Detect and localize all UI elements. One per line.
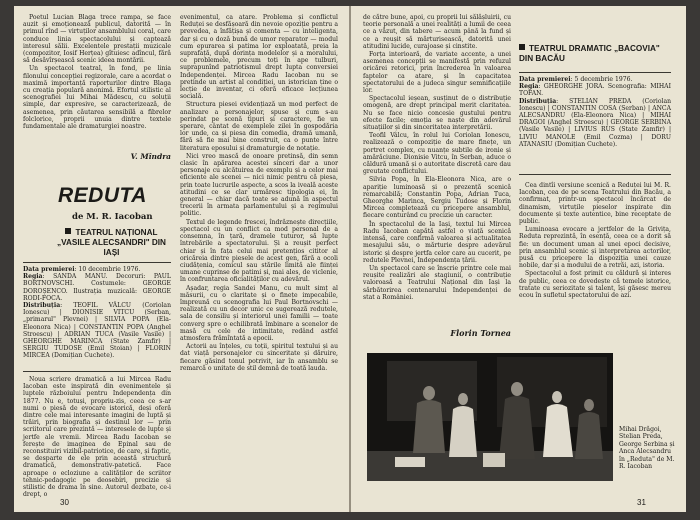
paragraph: Textul de legende frescei, îndrăznește direcțiile, spectacol cu un conflict ca mod personal de a consemna, în țară, dramele tuturor, să lupte întrebările a spectatorului. Și a reușit perfect chiar și în fața celui mai pretențios cititor al oricăreia dintre piesele de acest gen, fără a ocoli ciudățenia, comicul sau stările limită ale ființei umane cuprinse de patimi și, mai ales, de viclenie, în confruntarea oficialităților cu adevărul.	[180, 218, 338, 284]
credit-line: Data premierei: 5 decembrie 1976.	[519, 76, 633, 83]
paragraph: În spectacolul de la Iași, textul lui Mircea Radu Iacoban capătă astfel o viață scenică intensă, care confirmă valoarea și actualitatea mesajului său, o mărturie despre adevărul istoric și despre jertfa celor care au cucerit, pe redutele Plevnei, Independența țării.	[363, 220, 511, 264]
paragraph: Așadar, regia Sandei Manu, cu mult simț al măsurii, cu o claritate și o finețe impecabile, împreună cu scenografia lui Paul Bortnovschi — realizată cu un decor unic ce sugerează redutele, sala de consiliu și interiorul unei familii — toate converg spre o echilibrată îmbinare a scenelor de masă cu cele de intimitate, redând astfel atmosfera frămîntată a epocii.	[180, 284, 338, 342]
col2-text	[180, 14, 338, 494]
photo-caption: Mihai Drăgoi, Stelian Preda, George Serbina și Anca Alecsandru în „Reduta" de M. R. Iacoban	[619, 426, 675, 471]
divider	[23, 371, 171, 372]
article-byline: de M. R. Iacoban	[72, 212, 153, 222]
credits-block	[23, 266, 171, 360]
stage-photo-image	[367, 353, 613, 481]
paragraph: Un spectacol care se înscrie printre cele mai reușite realizări ale stagiunii, o contribuție valoroasă a Teatrului Național din Iași la sărbătorirea centenarului Independenței de stat a României.	[363, 264, 511, 301]
paragraph: de către bune, apoi, cu proprii lui sălășluirii, cu teorie personală a unei realități a lumii de ceea ce a văzut, din tabere — acum până la fund și ce a reușit să mărturisească, datorită unei atitudini lucide, curajoase și cinstite.	[363, 14, 511, 50]
paragraph: Structura piesei evidențiază un mod perfect de analizare a personajelor, spuse și cum s-au perindat pe scenă tipuri și caractere, fie un sperare, cântat de exemplele zilei în gospodăria lor unde, ca și piesa din comedia, dramă umană, fără să fie mai bine construit, ca o punte între literatura eposului și dramaturgie de notație.	[180, 101, 338, 152]
paragraph: Cea dintîi versiune scenică a Reduței lui M. R. Iacoban, cea de pe scena Teatrului din Bacău, a confirmat, printr-un spectacol încărcat de dinamism, virtuțile pieselor inspirate din documente și texte autentice, bine receptate de public.	[519, 182, 671, 226]
section-heading: TEATRUL NAȚIONAL „VASILE ALECSANDRI" DIN IAȘI	[57, 228, 166, 257]
credit-line: Data premierei: 10 decembrie 1976.	[23, 266, 141, 273]
col2-text	[519, 182, 671, 342]
credit-line: Distribuția: TEOFIL VÂLCU (Coriolan Ionescu) | DIONISIE VITCU (Serban, „primarul" Plevnei) | SILVIA POPA (Ela-Eleonora Nica) | CONSTANTIN POPA (Anghel Stroescu) | ADRIAN TUCA (Vasile Vasile) | GHEORGHE MARINCA (State Zamfir) | SERGIU TUDOSE (Emil Stoian) | FLORIN MIRCEA (Domițian Cuchete).	[23, 302, 171, 360]
divider	[519, 174, 671, 175]
paragraph: Noua scriere dramatică a lui Mircea Radu Iacoban este inspirată din evenimentele și luptele războiului pentru Independența din 1877. Nu e, totuși, propriu-zis, ceea ce s-ar numi o piesă de evocare istorică, deși oferă dintre cele mai interesante imagini de luptă și trăiri, prin biografia și destinul lor — prin scriitorul care prezintă — interesele de lupte și jertfe ale vremii. Mircea Radu Iacoban se ferește de imaginea de Epinal sau de reconstituiri vizibil-patriotice, de care, și faptic, se desparte de ele prin această structură dramatică, demonstrativ-patetică. Face aproape o ecloziune a calităților de scriitor tehnic-pedagogic pe deosebiri, precizie și stilistic de drama în sine. Autorul dezbate, ce-i drept, o	[23, 376, 171, 499]
signature: Florin Tornea	[450, 328, 511, 338]
paragraph: Luminoasa evocare a jertfelor de la Grivița, Reduta reprezintă, în esență, ceea ce a dorit să fie: un document uman al unei epoci decisive, prin ansamblul scenic și interpretarea actorilor, pusă cu pricepere la dispoziția unei cauze nobile, dar și a modului de a retrăi, azi, istoria.	[519, 226, 671, 270]
paragraph: Silvia Popa, în Ela-Eleonora Nica, are o apariție luminoasă și o prezență scenică remarcabilă; Constantin Popa, Adrian Tuca, Gheorghe Marinca, Sergiu Tudose și Florin Mircea completează cu pricepere ansamblul, fiecare conturând cu precizie un caracter.	[363, 176, 511, 220]
divider	[519, 72, 671, 73]
paragraph: Nici vreo mască de onoare pretinsă, din semn clasic în apărarea acestei sinceri dar a unor personaje cu alcătuirea de exemplu și a celor mai eficiente ale scenei — nici nimic pentru că piesa, prin toate lucrurile aspecte, a scos la iveală aceste atitudini ce se clar urmăresc tipologia ei, în general — chiar dacă toate se adună în aspectul trecerii în armata parlamentului și a regimului politic.	[180, 152, 338, 218]
credit-line: Regia: GHEORGHE JORA. Scenografia: MIHAI TOFAN.	[519, 83, 671, 98]
bullet-square-icon	[519, 44, 525, 50]
page-number-left: 30	[60, 498, 69, 507]
divider	[23, 262, 171, 263]
bullet-square-icon	[65, 228, 71, 234]
paragraph: Actorii au înțeles, cu toții, spiritul textului și au dat viață personajelor cu sinceritate și dăruire, fiecare găsind tonul potrivit, iar în ansamblu se remarcă o unitate de stil demnă de toată lauda.	[180, 343, 338, 372]
credit-line: Distribuția: STELIAN PREDA (Coriolan Ionescu) | CONSTANTIN COSA (Serban) | ANCA ALECSANDRU (Ela-Eleonora Nica) | MIHAI DRAGOI (Anghel Stroescu) | GEORGE SERBINA (Vasile Vasile) | LIVIUS RUS (State Zamfir) | LIVIU MANOLE (Emil Cozma) | DORU ATANASIU (Domițian Cuchete).	[519, 97, 672, 148]
signature: V. Mîndra	[130, 152, 171, 161]
col1-text	[363, 14, 511, 304]
stage-photo	[367, 353, 613, 481]
section-heading: TEATRUL DRAMATIC „BACOVIA" DIN BACĂU	[519, 44, 660, 63]
credit-line: Regia: SANDA MANU. Decoruri: PAUL BORTNOVSCHI. Costumele: GEORGE DOROȘENCO. Ilustrația muzicală: GEORGE RODI-FOCA.	[23, 273, 171, 302]
col1-bottom-text	[23, 376, 171, 499]
paragraph: Teofil Vâlcu, în rolul lui Coriolan Ionescu, realizează o compoziție de mare finețe, un portret complex, cu nuanțe subtile de ironie și amărăciune. Dionisie Vitcu, în Serban, aduce o căldură umană și o autoritate discretă care dau greutate conflictului.	[363, 132, 511, 176]
left-page	[14, 6, 349, 512]
right-page	[351, 6, 686, 512]
paragraph: evenimentul, ca atare. Problema și conflictul Reduței se desfășoară din nevoie opoziție pentru a prevedea, a înfățișa și comenta — cu inteligenta, dar și cu o doză bună de umor reparator — modul cum epurarea și patima lor exploatată, preia la suprafață, după dorința modelelor și a moralului, ce problemele, precum toți în ape tulburi, suprapunînd patriotismul drept lupta conversiei Independenței. Mircea Radu Iacoban nu se pretinde un artist al condiției, un istorician ține o lecție de inventar, ci oferă eficace lecțiunea socială.	[180, 14, 338, 101]
page-number-right: 31	[637, 498, 646, 507]
paragraph: Spectacolul ieșean, susținut de o distribuție omogenă, are drept principal merit claritatea. Nu se face nicio concesie gustului pentru efecte facile; emoția se naște din adevărul situațiilor și din sinceritatea interpretării.	[363, 95, 511, 132]
col1-top-text	[23, 14, 171, 146]
credits-block	[519, 76, 671, 148]
paragraph: Spectacolul a fost primit cu căldură și interes de public, ceea ce dovedește că temele istorice, tratate cu seriozitate și talent, își găsesc mereu ecou în sufletul spectatorului de azi.	[519, 270, 671, 300]
paragraph: Un spectacol teatral, în fond, pe linia filonului concepției regizorale, care a acordat o maximă importanță raporturilor dintre Blaga cu creația populară anonimă. Efortul stilistic al scenografiei lui Mihai Mădescu, cu soluții simple, dar expresive, se caracterizează, de asemenea, prin căutarea sensibilă a fibrelor folclorice, proprii unuia dintre textele fundamentale ale dramaturgiei noastre.	[23, 65, 171, 131]
paragraph: Forța interioară, de variate accente, a unei asemenea concepții se manifestă prin refuzul oricărei retorici, prin încrederea în valoarea faptelor ca atare, și în capacitatea spectatorului de a judeca singur semnificațiile lor.	[363, 51, 511, 95]
paragraph: Poetul Lucian Blaga trece rampa, se face auzit și emoționează publicul, datorită — în primul rînd — virtuților ansamblului coral, care conduce linia spectacolului și captează interesul sălii. Excelentele prestații muzicale (compozitor, Iosif Herțea) gîtuiesc adîncul, fără să desăvîrșească scenic ideea montării.	[23, 14, 171, 65]
article-title: REDUTA	[58, 184, 147, 207]
